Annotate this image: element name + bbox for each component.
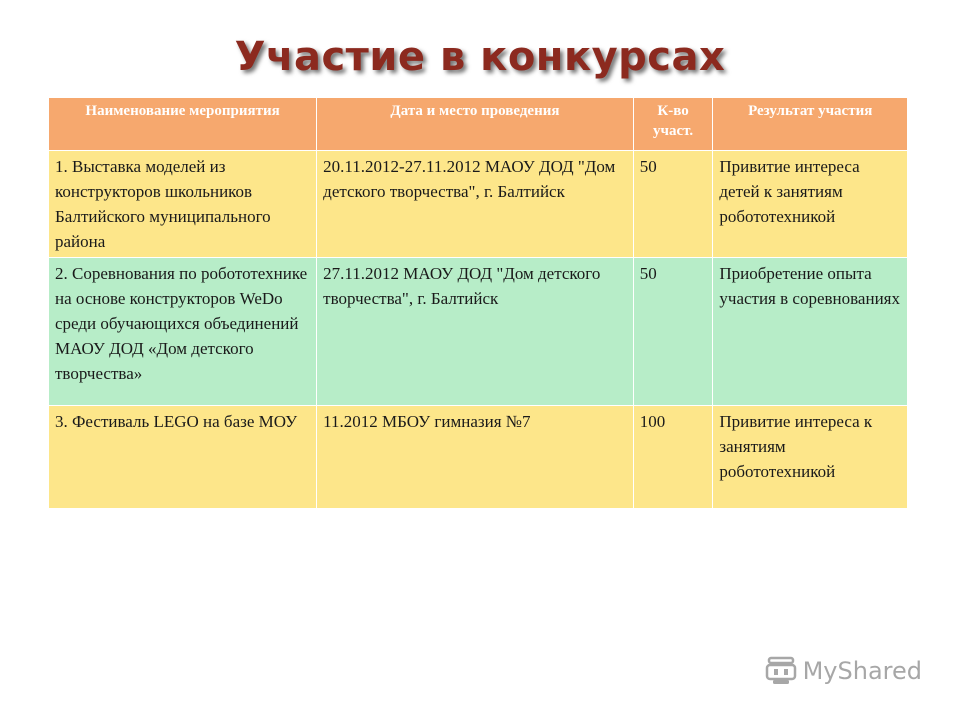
myshared-watermark [765, 656, 922, 686]
cell-participants-count: 50 [633, 258, 713, 406]
header-result: Результат участия [713, 98, 908, 151]
cell-result: Приобретение опыта участия в соревнованиях [713, 258, 908, 406]
header-event-name: Наименование мероприятия [49, 98, 317, 151]
cell-result: Привитие интереса детей к занятиям робототехникой [713, 151, 908, 258]
watermark-text: MyShared [802, 657, 922, 685]
table-row [49, 258, 908, 406]
table-header-row [49, 98, 908, 151]
cell-date-place: 20.11.2012-27.11.2012 МАОУ ДОД "Дом детского творчества", г. Балтийск [317, 151, 634, 258]
table-row [49, 406, 908, 509]
header-date-place: Дата и место проведения [317, 98, 634, 151]
cell-event-name: 1. Выставка моделей из конструкторов школьников Балтийского муниципального района [49, 151, 317, 258]
cell-result: Привитие интереса к занятиям робототехникой [713, 406, 908, 509]
slide-title: Участие в конкурсах [234, 34, 726, 80]
contests-table [48, 97, 908, 509]
table-row [49, 151, 908, 258]
cell-event-name: 3. Фестиваль LEGO на базе МОУ [49, 406, 317, 509]
cell-date-place: 27.11.2012 МАОУ ДОД "Дом детского творчества", г. Балтийск [317, 258, 634, 406]
cell-participants-count: 50 [633, 151, 713, 258]
myshared-logo-icon [765, 656, 797, 686]
header-participants-count: К-во участ. [633, 98, 713, 151]
cell-event-name: 2. Соревнования по робототехнике на основе конструкторов WeDo среди обучающихся объединений МАОУ ДОД «Дом детского творчества» [49, 258, 317, 406]
cell-date-place: 11.2012 МБОУ гимназия №7 [317, 406, 634, 509]
cell-participants-count: 100 [633, 406, 713, 509]
